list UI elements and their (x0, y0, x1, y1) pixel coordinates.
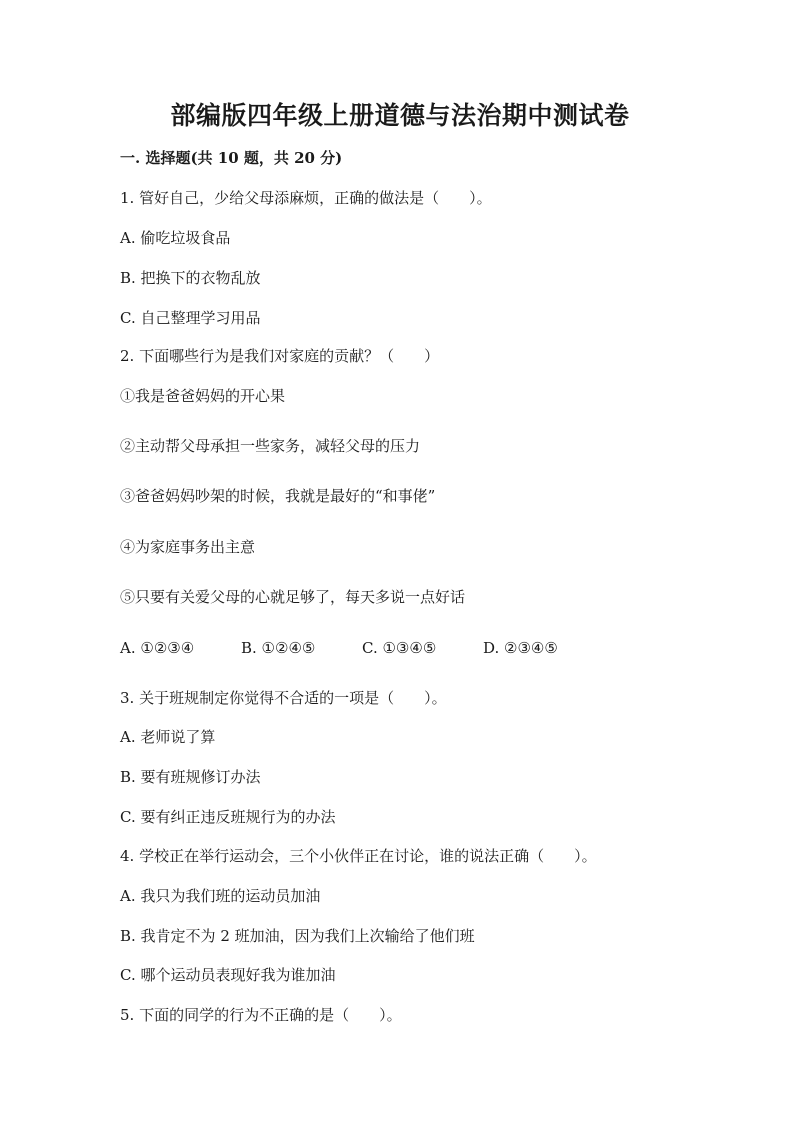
section-heading: 一. 选择题(共 10 题，共 20 分) (120, 149, 343, 167)
question-1-option-a: A. 偷吃垃圾食品 (120, 229, 231, 247)
question-4-stem: 4. 学校正在举行运动会，三个小伙伴正在讨论，谁的说法正确（ ）。 (120, 847, 597, 865)
question-1-option-b: B. 把换下的衣物乱放 (120, 269, 261, 287)
exam-title: 部编版四年级上册道德与法治期中测试卷 (170, 101, 630, 130)
question-2-statement-3: ③爸爸妈妈吵架的时候，我就是最好的“和事佬” (120, 487, 436, 505)
question-2-option-c: C. ①③④⑤ (362, 639, 437, 657)
question-4-option-c: C. 哪个运动员表现好我为谁加油 (120, 966, 336, 984)
question-2-option-a: A. ①②③④ (120, 639, 195, 657)
question-2-stem: 2. 下面哪些行为是我们对家庭的贡献？（ ） (120, 347, 440, 365)
question-1-option-c: C. 自己整理学习用品 (120, 309, 261, 327)
question-1-stem: 1. 管好自己，少给父母添麻烦，正确的做法是（ ）。 (120, 189, 492, 207)
question-2-statement-5: ⑤只要有关爱父母的心就足够了，每天多说一点好话 (120, 588, 466, 606)
question-2-statement-4: ④为家庭事务出主意 (120, 538, 256, 556)
question-4-option-a: A. 我只为我们班的运动员加油 (120, 887, 321, 905)
question-3-option-c: C. 要有纠正违反班规行为的办法 (120, 808, 336, 826)
question-3-stem: 3. 关于班规制定你觉得不合适的一项是（ ）。 (120, 689, 447, 707)
question-5-stem: 5. 下面的同学的行为不正确的是（ ）。 (120, 1006, 402, 1024)
question-2-option-d: D. ②③④⑤ (483, 639, 558, 657)
question-4-option-b: B. 我肯定不为 2 班加油，因为我们上次输给了他们班 (120, 927, 475, 945)
question-3-option-b: B. 要有班规修订办法 (120, 768, 261, 786)
question-2-statement-1: ①我是爸爸妈妈的开心果 (120, 387, 286, 405)
question-2-statement-2: ②主动帮父母承担一些家务，减轻父母的压力 (120, 437, 421, 455)
question-3-option-a: A. 老师说了算 (120, 728, 216, 746)
question-2-option-b: B. ①②④⑤ (241, 639, 316, 657)
